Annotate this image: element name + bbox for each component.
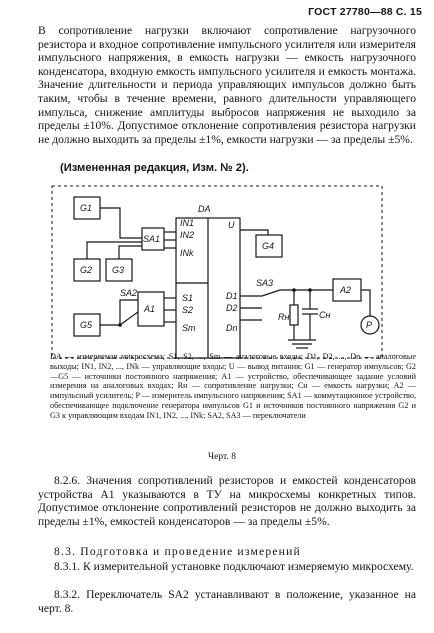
paragraph-8-2-6: 8.2.6. Значения сопротивлений резисторов и емкостей конденсаторов устройства A1 указываются в ТУ на микросхемы конкретных типов. Допустимое отклонение сопротивлений резисторов не должно выходить за пределы ±1%, емкостей конденсаторов — за пределы ±5%. (38, 474, 416, 528)
cn-label: Cн (319, 310, 331, 320)
da-in1: IN1 (180, 218, 195, 228)
da-sm: Sm (182, 323, 196, 333)
figure-caption: Черт. 8 (208, 452, 236, 462)
section-8-3-heading: 8.3. Подготовка и проведение измерений (54, 545, 301, 558)
g2-label: G2 (80, 265, 93, 275)
a1-label: A1 (144, 304, 156, 314)
paragraph-load-resistance: В сопротивление нагрузки включают сопротивление нагрузочного резистора и входное сопротивление импульсного усилителя или измерителя импульсного напряжения, в емкость нагрузки — емкость нагрузочного конденсатора, входную емкость импульсного усилителя и емкость монтажа. Значение длительности и периода управляющих импульсов должно быть таким, чтобы в течение времени, равного длительности управляющего импульса, снижение амплитуды выбросов напряжения не выходило за пределы ±10%. Допустимое отклонение сопротивления резистора нагрузки не должно выходить за пределы ±1%, емкости нагрузки — за пределы ±5%. (38, 24, 416, 146)
da-s2: S2 (182, 305, 194, 315)
g5-label: G5 (80, 320, 93, 330)
da-s1: S1 (182, 293, 194, 303)
da-dn: Dn (226, 323, 238, 333)
da-u: U (228, 220, 235, 230)
sa2-label: SA2 (120, 288, 138, 298)
circuit-diagram (0, 180, 434, 370)
g3-label: G3 (112, 265, 125, 275)
sa1-label: SA1 (143, 234, 161, 244)
paragraph-8-3-1: 8.3.1. К измерительной установке подключают измеряемую микросхему. (54, 560, 414, 573)
g1-label: G1 (80, 203, 93, 213)
figure-legend: DA — измеряемая микросхема; S1, S2, ..., Sm — аналоговые входы; D1, D2, ..., Dn — аналоговые выходы; IN1, IN2, ..., INk — управляющие входы; U — вывод питания; G1 — генератор импульсов; G2—G5 — источники постоянного напряжения; A1 — устройство, обеспечивающее задание условий измерения на аналоговых входах; Rн — сопротивление нагрузки; Cн — емкость нагрузки; A2 — импульсный усилитель; P — измеритель импульсного напряжения; SA1 — коммутационное устройство, обеспечивающее подключение генератора импульсов G1 и источников постоянного напряжения G2 и G3 к управляющим входам IN1, IN2, ..., INk; SA2, SA3 — переключатели (50, 352, 416, 420)
da-d1: D1 (226, 291, 238, 301)
da-ink: INk (180, 248, 194, 258)
a2-label: A2 (340, 285, 352, 295)
da-label: DA (198, 204, 211, 214)
paragraph-8-3-2: 8.3.2. Переключатель SA2 устанавливают в положение, указанное на черт. 8. (38, 588, 416, 615)
rn-label: Rн (278, 312, 290, 322)
edit-note: (Измененная редакция, Изм. № 2). (60, 162, 249, 174)
page-header: ГОСТ 27780—88 С. 15 (308, 6, 422, 18)
p-label: P (366, 320, 373, 330)
da-in2: IN2 (180, 230, 195, 240)
da-d2: D2 (226, 303, 238, 313)
g4-label: G4 (262, 241, 275, 251)
sa3-label: SA3 (256, 278, 274, 288)
